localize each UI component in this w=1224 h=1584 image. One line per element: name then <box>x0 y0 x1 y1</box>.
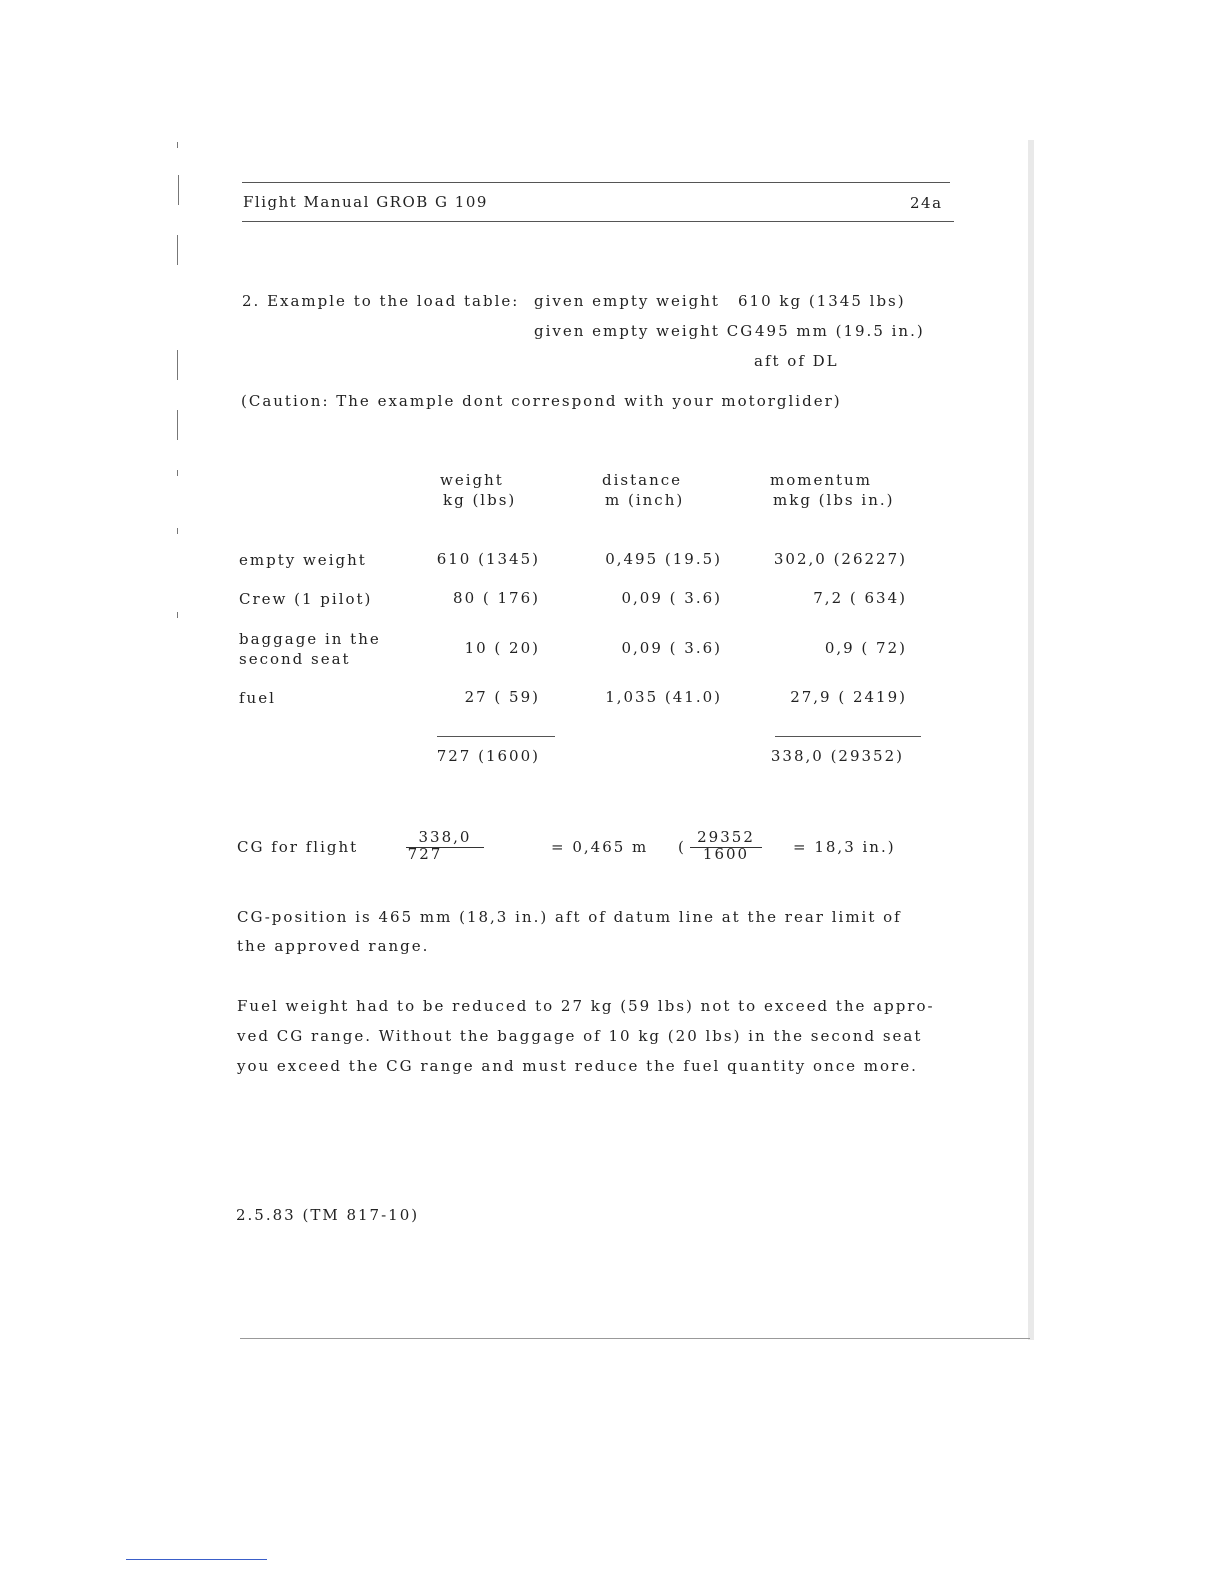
empty-weight-cg-value: 495 mm (19.5 in.) <box>755 322 925 340</box>
cg-denominator-imperial: 1600 <box>702 845 750 863</box>
total-weight: 727 (1600) <box>436 747 540 765</box>
manual-title: Flight Manual GROB G 109 <box>243 193 488 211</box>
col-header-distance: distance <box>602 471 683 489</box>
row-label-crew: Crew (1 pilot) <box>239 590 373 608</box>
row-label-empty-weight: empty weight <box>239 551 367 569</box>
aft-of-dl: aft of DL <box>754 352 839 370</box>
row-label-baggage: baggage in the <box>239 630 381 648</box>
binding-mark <box>177 470 178 476</box>
cell-distance: 0,495 (19.5) <box>605 550 722 568</box>
header-top-rule <box>242 182 950 183</box>
row-label-fuel: fuel <box>239 689 276 707</box>
empty-weight-label: given empty weight <box>534 292 720 310</box>
cell-weight: 80 ( 176) <box>453 589 540 607</box>
binding-mark <box>177 235 178 265</box>
paragraph-line: CG-position is 465 mm (18,3 in.) aft of datum line at the rear limit of <box>237 908 902 926</box>
binding-mark <box>177 528 178 534</box>
cell-distance: 1,035 (41.0) <box>605 688 722 706</box>
cell-weight: 610 (1345) <box>436 550 540 568</box>
row-label-baggage-line2: second seat <box>239 650 351 668</box>
cell-momentum: 27,9 ( 2419) <box>790 688 907 706</box>
header-bottom-rule <box>242 221 954 222</box>
empty-weight-value: 610 kg (1345 lbs) <box>738 292 906 310</box>
col-header-momentum: momentum <box>770 471 872 489</box>
cg-numerator-imperial: 29352 <box>697 828 755 846</box>
col-header-momentum-unit: mkg (lbs in.) <box>773 491 895 509</box>
col-header-weight-unit: kg (lbs) <box>443 491 517 509</box>
caution-note: (Caution: The example dont correspond with your motorglider) <box>241 392 842 410</box>
empty-weight-cg-label: given empty weight CG <box>534 322 755 340</box>
cell-distance: 0,09 ( 3.6) <box>621 589 722 607</box>
paragraph-line: Fuel weight had to be reduced to 27 kg (59 lbs) not to exceed the appro- <box>237 997 935 1015</box>
cell-weight: 10 ( 20) <box>464 639 540 657</box>
binding-mark <box>177 410 178 440</box>
binding-mark <box>177 350 178 380</box>
paragraph-line: ved CG range. Without the baggage of 10 kg (20 lbs) in the second seat <box>237 1027 923 1045</box>
cg-for-flight-label: CG for flight <box>237 838 359 856</box>
paragraph-line: you exceed the CG range and must reduce the fuel quantity once more. <box>237 1057 918 1075</box>
page-edge-shadow <box>1028 140 1034 1340</box>
cell-momentum: 302,0 (26227) <box>773 550 907 568</box>
col-header-weight: weight <box>440 471 504 489</box>
cg-result-imperial: = 18,3 in.) <box>793 838 896 856</box>
cg-fraction-metric <box>406 828 484 867</box>
cg-denominator: 727 <box>407 845 443 863</box>
binding-mark <box>177 612 178 618</box>
page-number: 24a <box>910 194 943 212</box>
cg-paren-open: ( <box>678 838 686 856</box>
total-momentum: 338,0 (29352) <box>770 747 904 765</box>
col-header-distance-unit: m (inch) <box>605 491 685 509</box>
revision-footer: 2.5.83 (TM 817-10) <box>236 1206 420 1224</box>
weight-sum-rule <box>437 736 555 737</box>
example-intro: 2. Example to the load table: <box>242 292 520 310</box>
cg-numerator: 338,0 <box>418 828 472 846</box>
cell-momentum: 7,2 ( 634) <box>813 589 907 607</box>
binding-mark <box>178 175 179 205</box>
binding-mark <box>177 142 178 148</box>
cg-result-metric: = 0,465 m <box>551 838 649 856</box>
cell-distance: 0,09 ( 3.6) <box>621 639 722 657</box>
cell-momentum: 0,9 ( 72) <box>824 639 907 657</box>
cell-weight: 27 ( 59) <box>464 688 540 706</box>
momentum-sum-rule <box>775 736 921 737</box>
cg-fraction-imperial <box>690 828 762 867</box>
paragraph-line: the approved range. <box>237 937 430 955</box>
blue-underline <box>126 1559 267 1560</box>
page-bottom-edge <box>240 1338 1030 1339</box>
